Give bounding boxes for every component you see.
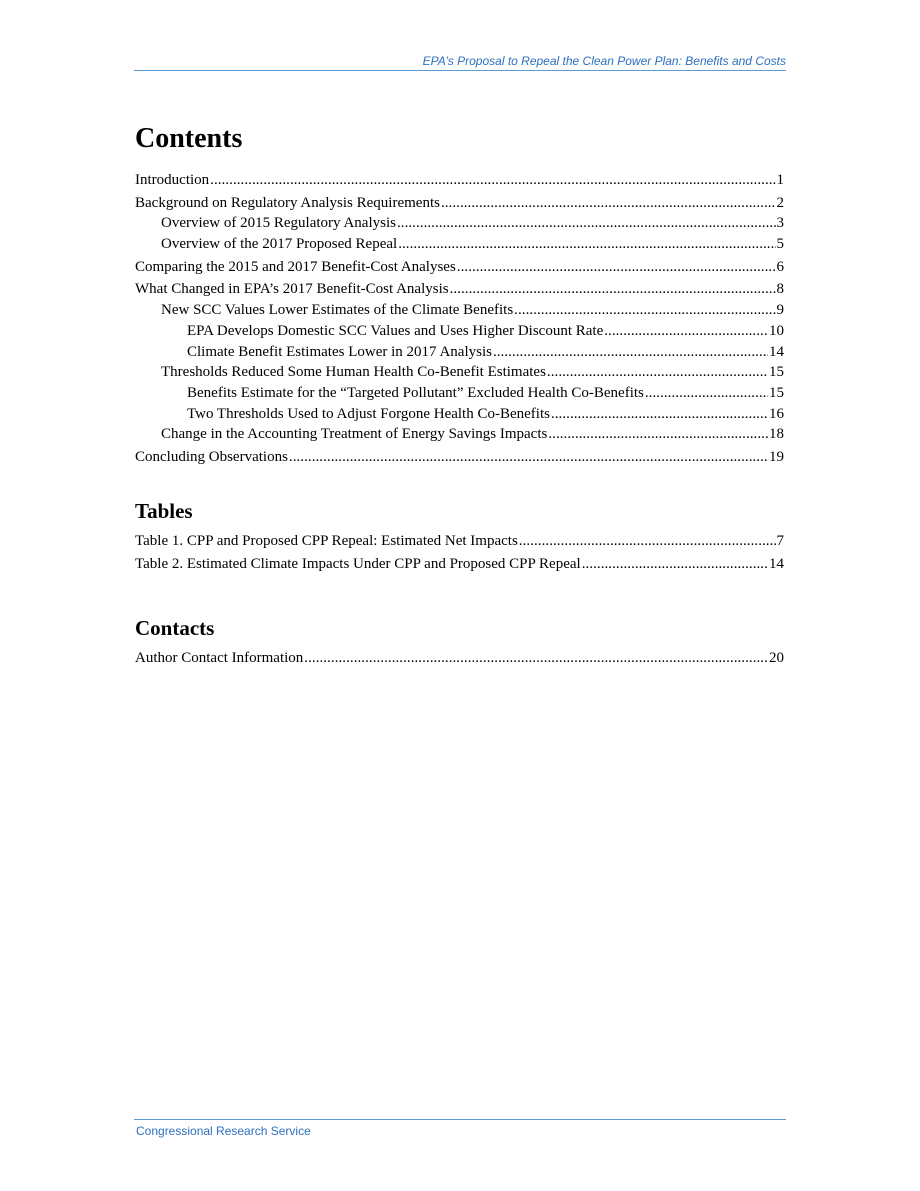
toc-entry-page: 8 — [776, 281, 784, 298]
toc-entry-page: 19 — [769, 448, 784, 465]
toc-entry-table-1[interactable] — [135, 533, 784, 554]
toc-entry-page: 1 — [776, 172, 784, 188]
toc-entry-page: 16 — [769, 405, 784, 422]
toc-entry-page: 14 — [769, 555, 784, 572]
toc-entry-table-2[interactable] — [135, 556, 784, 577]
toc-entry-title: Table 2. Estimated Climate Impacts Under CPP and Proposed CPP Repeal — [135, 555, 581, 572]
toc-entry-new-scc-values[interactable] — [135, 302, 784, 323]
toc-entry-page: 6 — [776, 258, 784, 275]
dot-leader — [450, 281, 776, 298]
toc-entry-page: 3 — [776, 215, 784, 232]
toc-entry-title: Author Contact Information — [135, 650, 304, 666]
toc-entry-title: Two Thresholds Used to Adjust Forgone Health Co-Benefits — [187, 405, 550, 422]
toc-entry-page: 10 — [769, 322, 784, 339]
dot-leader — [548, 426, 768, 443]
dot-leader — [645, 385, 768, 402]
toc-entry-title: New SCC Values Lower Estimates of the Climate Benefits — [161, 302, 514, 319]
toc-entry-comparing[interactable] — [135, 259, 784, 280]
dot-leader — [304, 650, 768, 667]
running-title: EPA’s Proposal to Repeal the Clean Power Plan: Benefits and Costs — [422, 54, 786, 68]
toc-entry-page: 20 — [769, 650, 784, 666]
toc-entry-page: 15 — [769, 364, 784, 381]
dot-leader — [457, 259, 776, 276]
toc-entry-targeted-pollutant[interactable] — [135, 385, 784, 406]
dot-leader — [519, 533, 776, 550]
running-header — [134, 54, 786, 71]
dot-leader — [289, 449, 768, 466]
toc-entry-what-changed[interactable] — [135, 281, 784, 302]
toc-entry-overview-2015[interactable] — [135, 215, 784, 236]
dot-leader — [604, 323, 768, 340]
toc-entry-title: Overview of 2015 Regulatory Analysis — [161, 215, 396, 232]
toc-entry-energy-savings[interactable] — [135, 426, 784, 447]
toc-entry-author-contact[interactable] — [135, 650, 784, 671]
dot-leader — [397, 215, 776, 232]
dot-leader — [210, 172, 775, 189]
toc-entry-title: Overview of the 2017 Proposed Repeal — [161, 236, 398, 253]
toc-entry-overview-2017[interactable] — [135, 236, 784, 257]
toc-entry-concluding[interactable] — [135, 449, 784, 470]
toc-entry-page: 18 — [769, 426, 784, 443]
contacts-list — [135, 650, 784, 671]
tables-heading: Tables — [135, 499, 193, 523]
toc-entry-title: Table 1. CPP and Proposed CPP Repeal: Estimated Net Impacts — [135, 533, 518, 549]
dot-leader — [582, 556, 768, 573]
toc-entry-page: 5 — [776, 236, 784, 253]
toc-entry-title: Change in the Accounting Treatment of Energy Savings Impacts — [161, 426, 548, 443]
toc-entry-title: Climate Benefit Estimates Lower in 2017 Analysis — [187, 343, 492, 360]
toc-entry-page: 15 — [769, 384, 784, 401]
toc-entry-domestic-scc[interactable] — [135, 323, 784, 344]
toc-entry-page: 14 — [769, 343, 784, 360]
contents-heading: Contents — [135, 123, 243, 154]
dot-leader — [547, 364, 768, 381]
toc-entry-title: Thresholds Reduced Some Human Health Co-Benefit Estimates — [161, 364, 546, 381]
dot-leader — [514, 302, 775, 319]
dot-leader — [493, 344, 768, 361]
dot-leader — [441, 195, 776, 212]
toc-entry-title: Introduction — [135, 172, 210, 188]
dot-leader — [551, 406, 768, 423]
toc-entry-climate-benefit-estimates[interactable] — [135, 344, 784, 365]
dot-leader — [398, 236, 775, 253]
toc-entry-background[interactable] — [135, 195, 784, 216]
toc-entry-introduction[interactable] — [135, 172, 784, 193]
toc-entry-two-thresholds[interactable] — [135, 406, 784, 427]
toc-entry-page: 7 — [776, 533, 784, 549]
contents-list — [135, 172, 784, 470]
footer-organization: Congressional Research Service — [136, 1124, 311, 1138]
tables-list — [135, 533, 784, 576]
toc-entry-title: Benefits Estimate for the “Targeted Pollutant” Excluded Health Co-Benefits — [187, 384, 644, 401]
toc-entry-page: 9 — [776, 302, 784, 319]
toc-entry-title: Comparing the 2015 and 2017 Benefit-Cost Analyses — [135, 258, 456, 275]
contacts-heading: Contacts — [135, 616, 215, 640]
toc-entry-thresholds-reduced[interactable] — [135, 364, 784, 385]
toc-entry-title: Concluding Observations — [135, 448, 288, 465]
toc-entry-title: EPA Develops Domestic SCC Values and Uses Higher Discount Rate — [187, 322, 604, 339]
toc-entry-title: Background on Regulatory Analysis Requirements — [135, 194, 440, 211]
toc-entry-page: 2 — [776, 194, 784, 211]
toc-entry-title: What Changed in EPA’s 2017 Benefit-Cost Analysis — [135, 281, 449, 298]
page-footer — [134, 1119, 786, 1138]
